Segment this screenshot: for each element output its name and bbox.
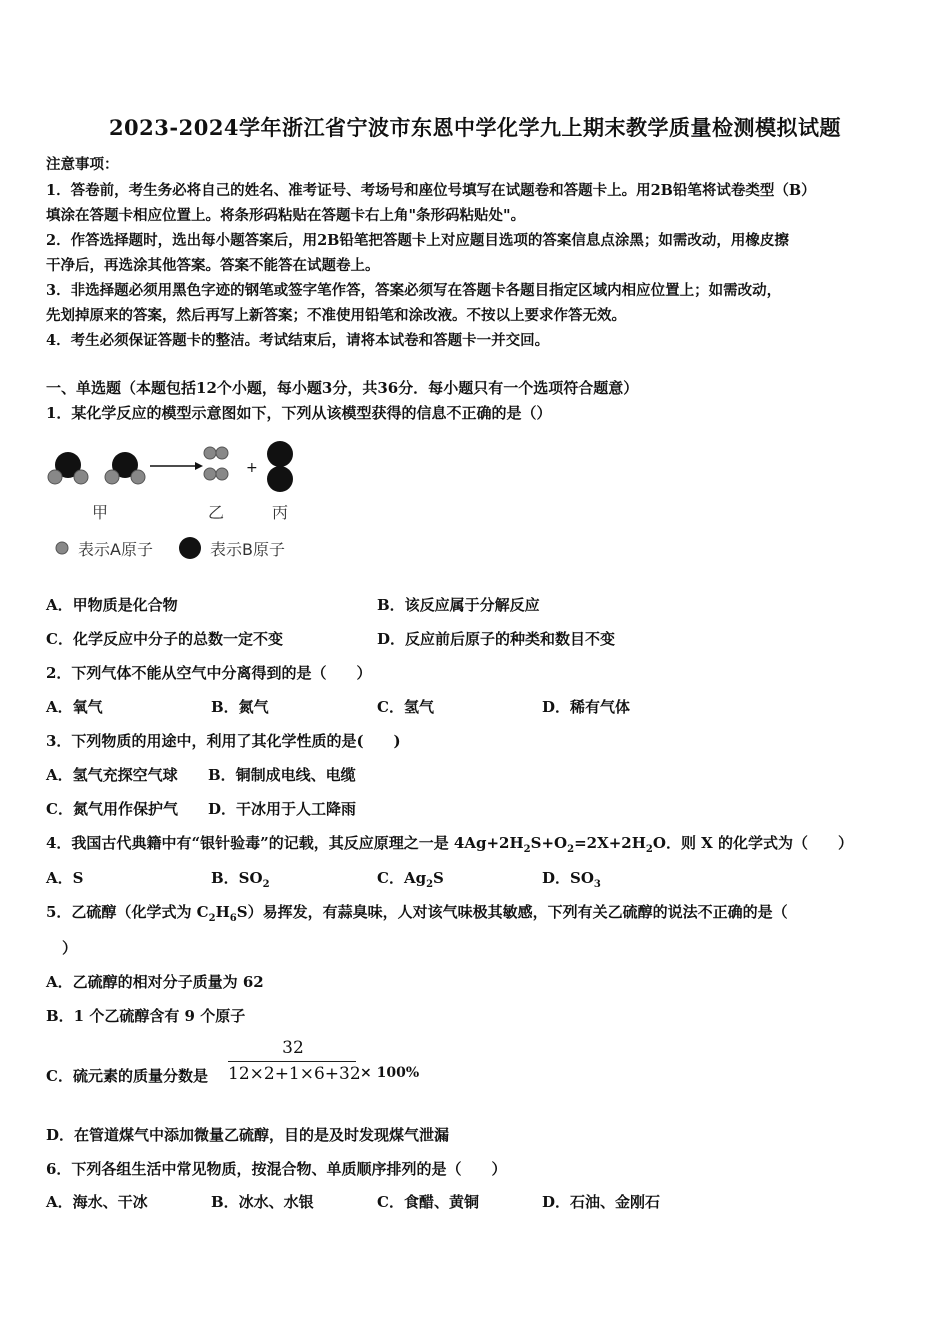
q5-option-b: B．1 个乙硫醇含有 9 个原子 (46, 1007, 246, 1025)
notice-line: 2．作答选择题时，选出每小题答案后，用2B铅笔把答题卡上对应题目选项的答案信息点涂黑；如需改动，用橡皮擦 (46, 232, 789, 249)
q2-option-d: D．稀有气体 (542, 698, 631, 716)
notice-line: 先划掉原来的答案，然后再写上新答案；不准使用铅笔和涂改液。不按以上要求作答无效。 (46, 307, 626, 324)
fraction-denominator: 12×2+1×6+32 (228, 1064, 361, 1084)
section-heading: 一、单选题（本题包括12个小题，每小题3分，共36分．每小题只有一个选项符合题意） (46, 379, 639, 397)
plus-sign: + (246, 460, 258, 476)
q6-option-a: A．海水、干冰 (46, 1193, 148, 1211)
legend-b-label: 表示B原子 (210, 540, 285, 559)
q1-option-c: C．化学反应中分子的总数一定不变 (46, 630, 283, 648)
label-yi: 乙 (208, 503, 225, 522)
q4-option-a: A．S (46, 869, 84, 887)
label-bing: 丙 (272, 503, 289, 522)
question-5-stem-cont: ） (62, 939, 78, 957)
reaction-arrow-icon (150, 462, 203, 470)
legend-a-icon (56, 542, 68, 554)
q3-option-c: C．氮气用作保护气 (46, 800, 178, 818)
legend-b-icon (179, 537, 201, 559)
q4-option-d: D．$SO_3$ (542, 869, 601, 890)
q5-option-d: D．在管道煤气中添加微量乙硫醇，目的是及时发现煤气泄漏 (46, 1126, 450, 1144)
fraction-numerator: 32 (282, 1038, 304, 1058)
reaction-diagram (40, 440, 340, 570)
q5-option-a: A．乙硫醇的相对分子质量为 62 (46, 973, 264, 991)
q3-option-a: A．氢气充探空气球 (46, 766, 178, 784)
notice-line: 干净后，再选涂其他答案。答案不能答在试题卷上。 (46, 257, 380, 274)
mass-fraction-formula (228, 1038, 361, 1084)
q6-option-b: B．冰水、水银 (211, 1193, 314, 1211)
label-jia: 甲 (92, 503, 109, 522)
notice-line: 3．非选择题必须用黑色字迹的钢笔或签字笔作答，答案必须写在答题卡各题目指定区域内相应位置上；如需改动， (46, 282, 782, 299)
q1-option-b: B．该反应属于分解反应 (377, 596, 540, 614)
notice-heading: 注意事项： (46, 156, 119, 173)
q1-option-a: A．甲物质是化合物 (46, 596, 178, 614)
notice-line: 填涂在答题卡相应位置上。将条形码粘贴在答题卡右上角"条形码粘贴处"。 (46, 207, 526, 224)
notice-line: 4．考生必须保证答题卡的整洁。考试结束后，请将本试卷和答题卡一并交回。 (46, 332, 550, 349)
q6-option-c: C．食醋、黄铜 (377, 1193, 479, 1211)
q3-option-d: D．干冰用于人工降雨 (208, 800, 357, 818)
percent-multiplier: × 100% (360, 1065, 420, 1081)
molecule-yi (204, 447, 228, 480)
question-4-stem: 4．我国古代典籍中有“银针验毒”的记载，其反应原理之一是 $4Ag+2H_2S+O_2=2X+2H_2O$．则 X 的化学式为（ ） (46, 834, 854, 855)
page-title: 2023-2024学年浙江省宁波市东恩中学化学九上期末教学质量检测模拟试题 (108, 115, 842, 140)
q1-option-d: D．反应前后原子的种类和数目不变 (377, 630, 616, 648)
q2-option-b: B．氮气 (211, 698, 269, 716)
question-3-stem: 3．下列物质的用途中，利用了其化学性质的是( ) (46, 732, 401, 750)
molecule-jia-1 (48, 452, 88, 484)
fraction-bar (228, 1061, 356, 1062)
q2-option-c: C．氢气 (377, 698, 434, 716)
molecule-bing (267, 441, 293, 492)
molecule-jia-2 (105, 452, 145, 484)
q6-option-d: D．石油、金刚石 (542, 1193, 661, 1211)
q4-option-b: B．$SO_2$ (211, 869, 270, 890)
reaction-model-figure (40, 440, 340, 570)
notice-line: 1．答卷前，考生务必将自己的姓名、准考证号、考场号和座位号填写在试题卷和答题卡上。用2B铅笔将试卷类型（B） (46, 182, 816, 199)
question-1-stem: 1．某化学反应的模型示意图如下，下列从该模型获得的信息不正确的是（） (46, 404, 552, 422)
question-2-stem: 2．下列气体不能从空气中分离得到的是（ ） (46, 664, 372, 682)
q2-option-a: A．氧气 (46, 698, 103, 716)
question-5-stem: 5．乙硫醇（化学式为 $C_2H_6S$）易挥发，有蒜臭味，人对该气味极其敏感，下列有关乙硫醇的说法不正确的是（ (46, 903, 788, 924)
q5-option-c: C．硫元素的质量分数是 (46, 1067, 208, 1085)
legend-a-label: 表示A原子 (78, 540, 153, 559)
question-6-stem: 6．下列各组生活中常见物质，按混合物、单质顺序排列的是（ ） (46, 1160, 507, 1178)
q3-option-b: B．铜制成电线、电缆 (208, 766, 356, 784)
q4-option-c: C．$Ag_2S$ (377, 869, 444, 890)
